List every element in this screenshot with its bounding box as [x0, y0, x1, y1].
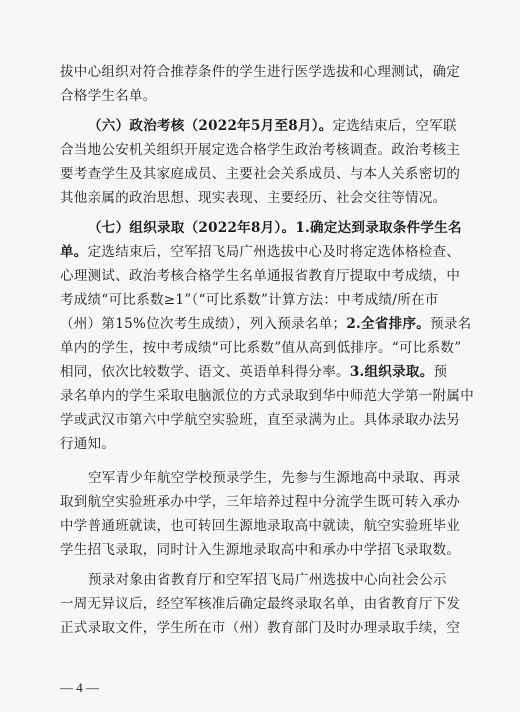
text-line: 学或武汉市第六中学航空实验班，直至录满为止。具体录取办法另 — [60, 412, 461, 428]
text-line: 合格学生名单。 — [60, 88, 157, 104]
body-text: 预 — [433, 364, 448, 380]
body-text: 定选结束后，空军联 — [332, 118, 457, 134]
text-line: 空军青少年航空学校预录学生，先参与生源地高中录取、再录 — [88, 470, 461, 486]
text-line: 预录对象由省教育厅和空军招飞局广州选拔中心向社会公示 — [88, 572, 447, 588]
section-heading-political-review — [60, 114, 460, 138]
text-line: 其他亲属的政治思想、现实表现、主要经历、社会交往等情况。 — [60, 190, 447, 206]
text-line: 录名单内的学生采取电脑派位的方式录取到华中师范大学第一附属中 — [60, 388, 474, 404]
text-line: 心理测试、政治考核合格学生名单通报省教育厅提取中考成绩，中 — [60, 268, 461, 284]
document-body — [60, 60, 474, 640]
text-line: 学生招飞录取，同时计入生源地录取高中和承办中学招飞录取数。 — [60, 542, 461, 558]
text-line: 单内的学生，按中考成绩“可比系数”值从高到低排序。“可比系数” — [60, 340, 462, 356]
subheading-text: 2.全省排序。 — [346, 316, 431, 332]
text-line: 要考查学生及其家庭成员、主要社会关系成员、与本人关系密切的 — [60, 166, 461, 182]
subheading-text: 3.组织录取。 — [349, 364, 434, 380]
section-heading-admission — [60, 216, 460, 240]
text-line: 拔中心组织对符合推荐条件的学生进行医学选拔和心理测试，确定 — [60, 64, 461, 80]
body-text: （州）第15%位次考生成绩），列入预录名单； — [60, 316, 347, 332]
text-line: 中学普通班就读，也可转回生源地录取高中就读，航空实验班毕业 — [60, 518, 461, 534]
subheading-text: 单。 — [60, 244, 88, 260]
subheading-text: 1.确定达到录取条件学生名 — [295, 220, 462, 236]
text-line: 一周无异议后，经空军核准后确定最终录取名单，由省教育厅下发 — [60, 596, 461, 612]
heading-text: （七）组织录取（2022年8月）。 — [88, 220, 296, 236]
text-line — [60, 240, 460, 264]
text-line — [60, 360, 460, 384]
text-line: 合当地公安机关组织开展定选合格学生政治考核调查。政治考核主 — [60, 142, 461, 158]
body-text: 定选结束后，空军招飞局广州选拔中心及时将定选体格检查、 — [87, 244, 461, 260]
text-line: 行通知。 — [60, 436, 116, 452]
text-line: 考成绩“可比系数≥1”（“可比系数”计算方法：中考成绩/所在市 — [60, 292, 439, 308]
page-number: — 4 — — [60, 680, 99, 695]
body-text: 相同，依次比较数学、语文、英语单科得分率。 — [60, 364, 350, 380]
body-text: 预录名 — [430, 316, 472, 332]
heading-text: （六）政治考核（2022年5月至8月）。 — [88, 118, 333, 134]
text-line: 取到航空实验班承办中学，三年培养过程中分流学生既可转入承办 — [60, 494, 461, 510]
text-line: 正式录取文件，学生所在市（州）教育部门及时办理录取手续，空 — [60, 620, 461, 636]
text-line — [60, 312, 472, 336]
